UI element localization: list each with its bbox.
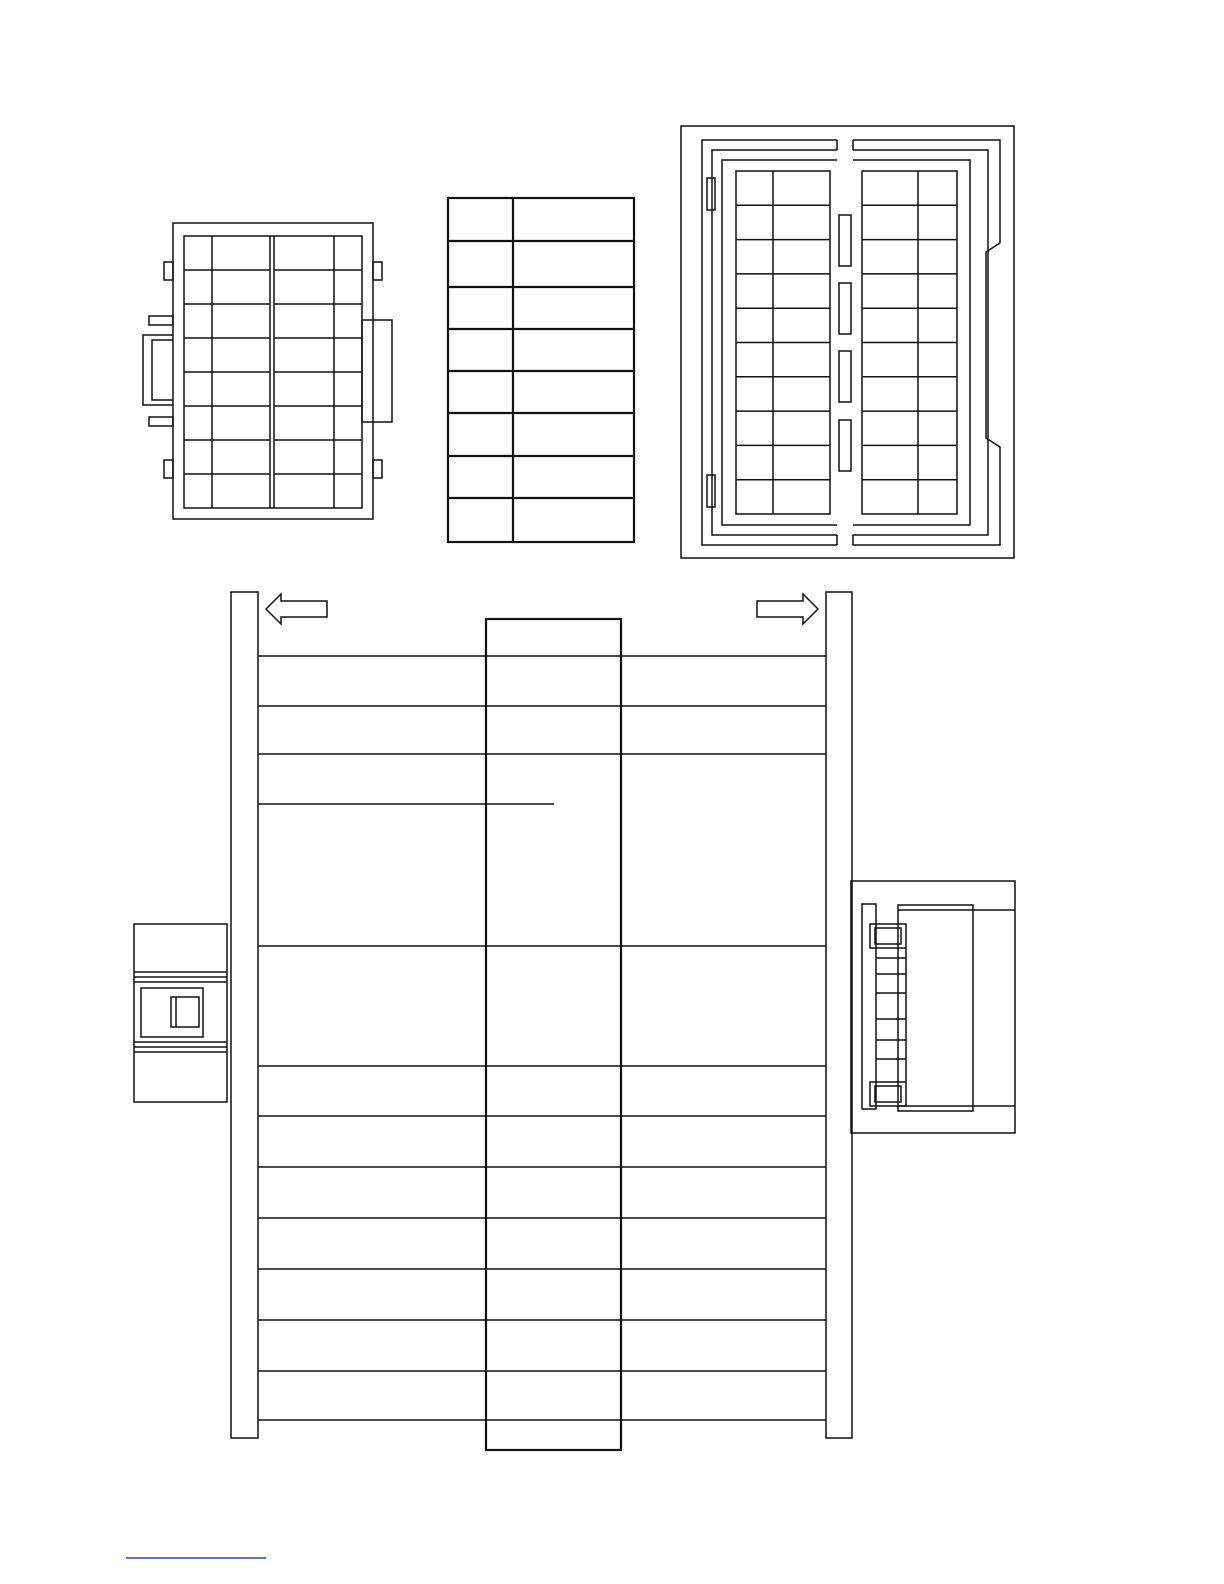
harness-diagram — [134, 592, 1015, 1450]
left-terminal-bar — [231, 592, 258, 1438]
right-plug — [851, 881, 1015, 1133]
center-column — [486, 619, 621, 1450]
left-connector-cavity-grid — [184, 236, 362, 508]
right-connector-cavity-grid — [736, 205, 957, 479]
pin-table-rows — [448, 241, 634, 498]
left-plug — [134, 924, 227, 1102]
right-arrow-icon — [757, 594, 818, 624]
left-connector — [143, 223, 392, 519]
left-arrow-icon — [266, 594, 327, 624]
right-connector — [681, 126, 1014, 558]
pin-table — [448, 198, 634, 542]
right-terminal-bar — [826, 592, 852, 1438]
wire-lines — [258, 656, 826, 1420]
